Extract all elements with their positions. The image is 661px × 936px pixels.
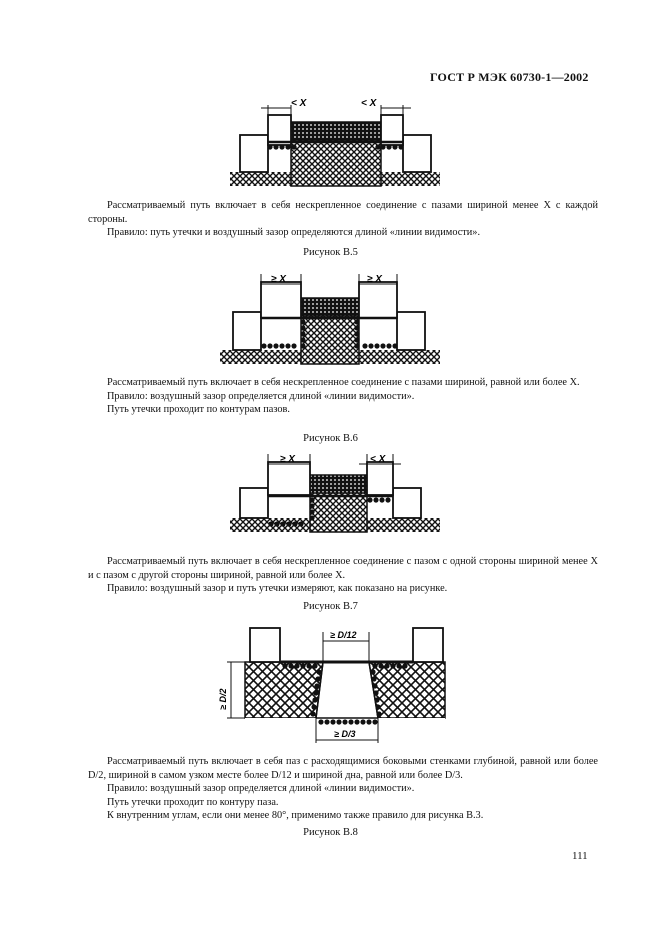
figure-b8-diagram (213, 622, 458, 747)
figure-b5-diagram (225, 95, 445, 190)
paragraph: Рассматриваемый путь включает в себя паз с расходящимися боковыми стенками глубиной, равной или более D/2, шириной в самом узком месте более D/12 и шириной дна, равной или более D/3. (88, 756, 598, 781)
paragraph: Правило: воздушный зазор и путь утечки измеряют, как показано на рисунке. (107, 583, 448, 594)
dim-label: ≥ D/3 (334, 729, 356, 739)
figure-b8-caption: Рисунок В.8 (303, 827, 358, 838)
dim-label: ≥ D/2 (218, 688, 228, 710)
paragraph: Путь утечки проходит по контуру паза. (107, 796, 279, 808)
dim-label: ≥ X (271, 274, 286, 285)
paragraph: Рассматриваемый путь включает в себя нескрепленное соединение с пазом с одной стороны шириной менее X и с пазом с другой стороны шириной, равной или более X. (88, 556, 598, 581)
dim-label: < X (291, 98, 307, 109)
paragraph: Рассматриваемый путь включает в себя нескрепленное соединение с пазами шириной менее X с каждой стороны. (88, 200, 598, 225)
paragraph: Правило: воздушный зазор определяется длиной «линии видимости». (107, 390, 415, 402)
dim-label: < X (361, 98, 377, 109)
figure-b7-diagram (225, 450, 445, 535)
figure-b5-caption: Рисунок В.5 (303, 247, 358, 258)
document-header: ГОСТ Р МЭК 60730-1—2002 (430, 70, 589, 84)
figure-b6-diagram (215, 270, 445, 368)
dim-label: < X (370, 454, 386, 465)
figure-b5-text (88, 199, 598, 240)
paragraph: К внутренним углам, если они менее 80°, применимо также правило для рисунка В.3. (107, 810, 484, 821)
figure-b7-caption: Рисунок В.7 (303, 601, 358, 612)
page-number: 111 (572, 850, 588, 862)
dim-label: ≥ D/12 (330, 630, 357, 640)
dim-label: ≥ X (280, 454, 295, 465)
paragraph: Правило: путь утечки и воздушный зазор определяются длиной «линии видимости». (107, 227, 481, 238)
figure-b6-caption: Рисунок В.6 (303, 433, 358, 444)
figure-b7-text (88, 555, 598, 596)
figure-b8-text (88, 755, 598, 823)
paragraph: Рассматриваемый путь включает в себя нескрепленное соединение с пазами шириной, равной или более X. (107, 377, 580, 388)
paragraph: Путь утечки проходит по контурам пазов. (107, 404, 290, 415)
figure-b6-text (88, 376, 598, 417)
paragraph: Правило: воздушный зазор определяется длиной «линии видимости». (107, 783, 415, 794)
dim-label: ≥ X (367, 274, 382, 285)
